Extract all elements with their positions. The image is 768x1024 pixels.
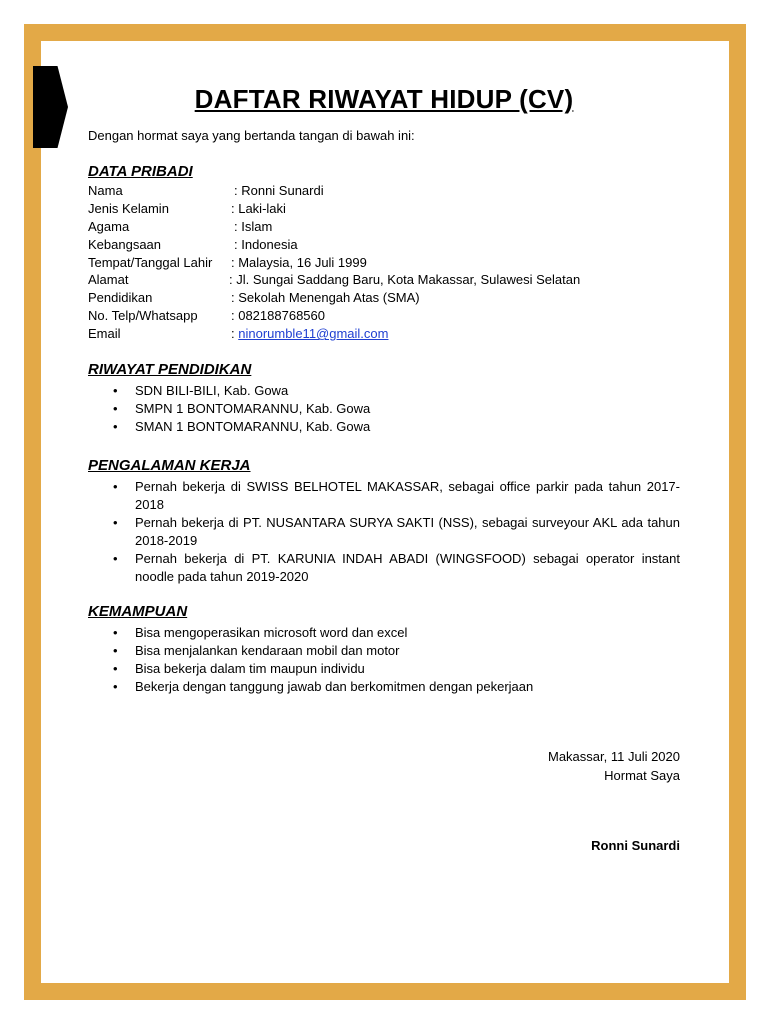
bullet-icon: • [113, 479, 118, 494]
field-value: : Jl. Sungai Saddang Baru, Kota Makassar, Sulawesi Selatan [229, 272, 581, 288]
personal-row [88, 254, 688, 272]
field-value [231, 325, 388, 343]
list-item-text: SMAN 1 BONTOMARANNU, Kab. Gowa [135, 418, 371, 434]
personal-row [88, 200, 688, 218]
personal-row [88, 307, 688, 325]
personal-row [88, 289, 688, 307]
section-title-skills: KEMAMPUAN [88, 603, 188, 620]
list-item [88, 400, 680, 418]
section-title-personal: DATA PRIBADI [88, 163, 193, 180]
field-label: Pendidikan [88, 290, 153, 306]
field-value: : Indonesia [234, 236, 298, 252]
bullet-icon: • [113, 625, 118, 640]
field-label: Tempat/Tanggal Lahir [88, 254, 213, 270]
field-label: Nama [88, 183, 123, 198]
field-value: : Ronni Sunardi [234, 183, 324, 198]
bullet-icon: • [113, 678, 118, 694]
list-item [88, 418, 680, 436]
field-value: : Islam [234, 218, 273, 234]
list-item-text: SDN BILI-BILI, Kab. Gowa [135, 383, 289, 398]
list-item [88, 478, 680, 514]
field-value: : Sekolah Menengah Atas (SMA) [231, 290, 420, 306]
field-label: Alamat [88, 272, 129, 288]
personal-row [88, 236, 688, 254]
signature-place-date: Makassar, 11 Juli 2020 [548, 749, 680, 764]
field-label: Email [88, 326, 121, 342]
email-prefix: : [231, 326, 239, 342]
list-item-text: Bisa mengoperasikan microsoft word dan excel [135, 625, 408, 640]
list-item-text: SMPN 1 BONTOMARANNU, Kab. Gowa [135, 400, 371, 416]
list-item [88, 678, 680, 696]
list-item [88, 550, 680, 586]
list-item-text: Pernah bekerja di PT. KARUNIA INDAH ABADI (WINGSFOOD) sebagai operator instant noodle pada tahun 2019-2020 [135, 550, 680, 584]
bullet-icon: • [113, 550, 118, 566]
email-link[interactable]: ninorumble11@gmail.com [238, 326, 389, 342]
personal-row-email [88, 325, 688, 343]
document-title: DAFTAR RIWAYAT HIDUP (CV) [194, 84, 574, 114]
section-title-experience: PENGALAMAN KERJA [88, 457, 251, 474]
list-item-text: Pernah bekerja di SWISS BELHOTEL MAKASSAR, sebagai office parkir pada tahun 2017-2018 [135, 479, 680, 512]
field-label: Kebangsaan [88, 236, 162, 252]
field-value: : Laki-laki [231, 200, 286, 216]
experience-list [88, 478, 680, 585]
list-item-text: Bisa menjalankan kendaraan mobil dan motor [135, 642, 400, 658]
list-item-text: Pernah bekerja di PT. NUSANTARA SURYA SAKTI (NSS), sebagai surveyour AKL ada tahun 2018-2019 [135, 514, 680, 548]
list-item [88, 660, 680, 678]
signature-closing: Hormat Saya [604, 768, 680, 783]
list-item [88, 514, 680, 550]
list-item-text: Bekerja dengan tanggung jawab dan berkomitmen dengan pekerjaan [135, 678, 534, 694]
education-list [88, 382, 680, 436]
bullet-icon: • [113, 383, 118, 398]
skills-list [88, 624, 680, 696]
field-label: Agama [88, 218, 130, 234]
bullet-icon: • [113, 642, 118, 658]
personal-data-table [88, 182, 688, 343]
bullet-icon: • [113, 400, 118, 416]
bullet-icon: • [113, 660, 118, 676]
personal-row [88, 218, 688, 236]
field-value: : 082188768560 [231, 308, 325, 324]
field-label: No. Telp/Whatsapp [88, 308, 198, 324]
personal-row [88, 271, 688, 289]
list-item [88, 642, 680, 660]
signature-name: Ronni Sunardi [591, 838, 680, 853]
field-value: : Malaysia, 16 Juli 1999 [231, 254, 367, 270]
list-item [88, 382, 680, 400]
list-item [88, 624, 680, 642]
bullet-icon: • [113, 514, 118, 530]
intro-text: Dengan hormat saya yang bertanda tangan di bawah ini: [88, 128, 415, 143]
list-item-text: Bisa bekerja dalam tim maupun individu [135, 660, 365, 676]
field-label: Jenis Kelamin [88, 200, 169, 216]
section-title-education: RIWAYAT PENDIDIKAN [88, 361, 252, 378]
personal-row [88, 182, 688, 200]
bullet-icon: • [113, 418, 118, 434]
